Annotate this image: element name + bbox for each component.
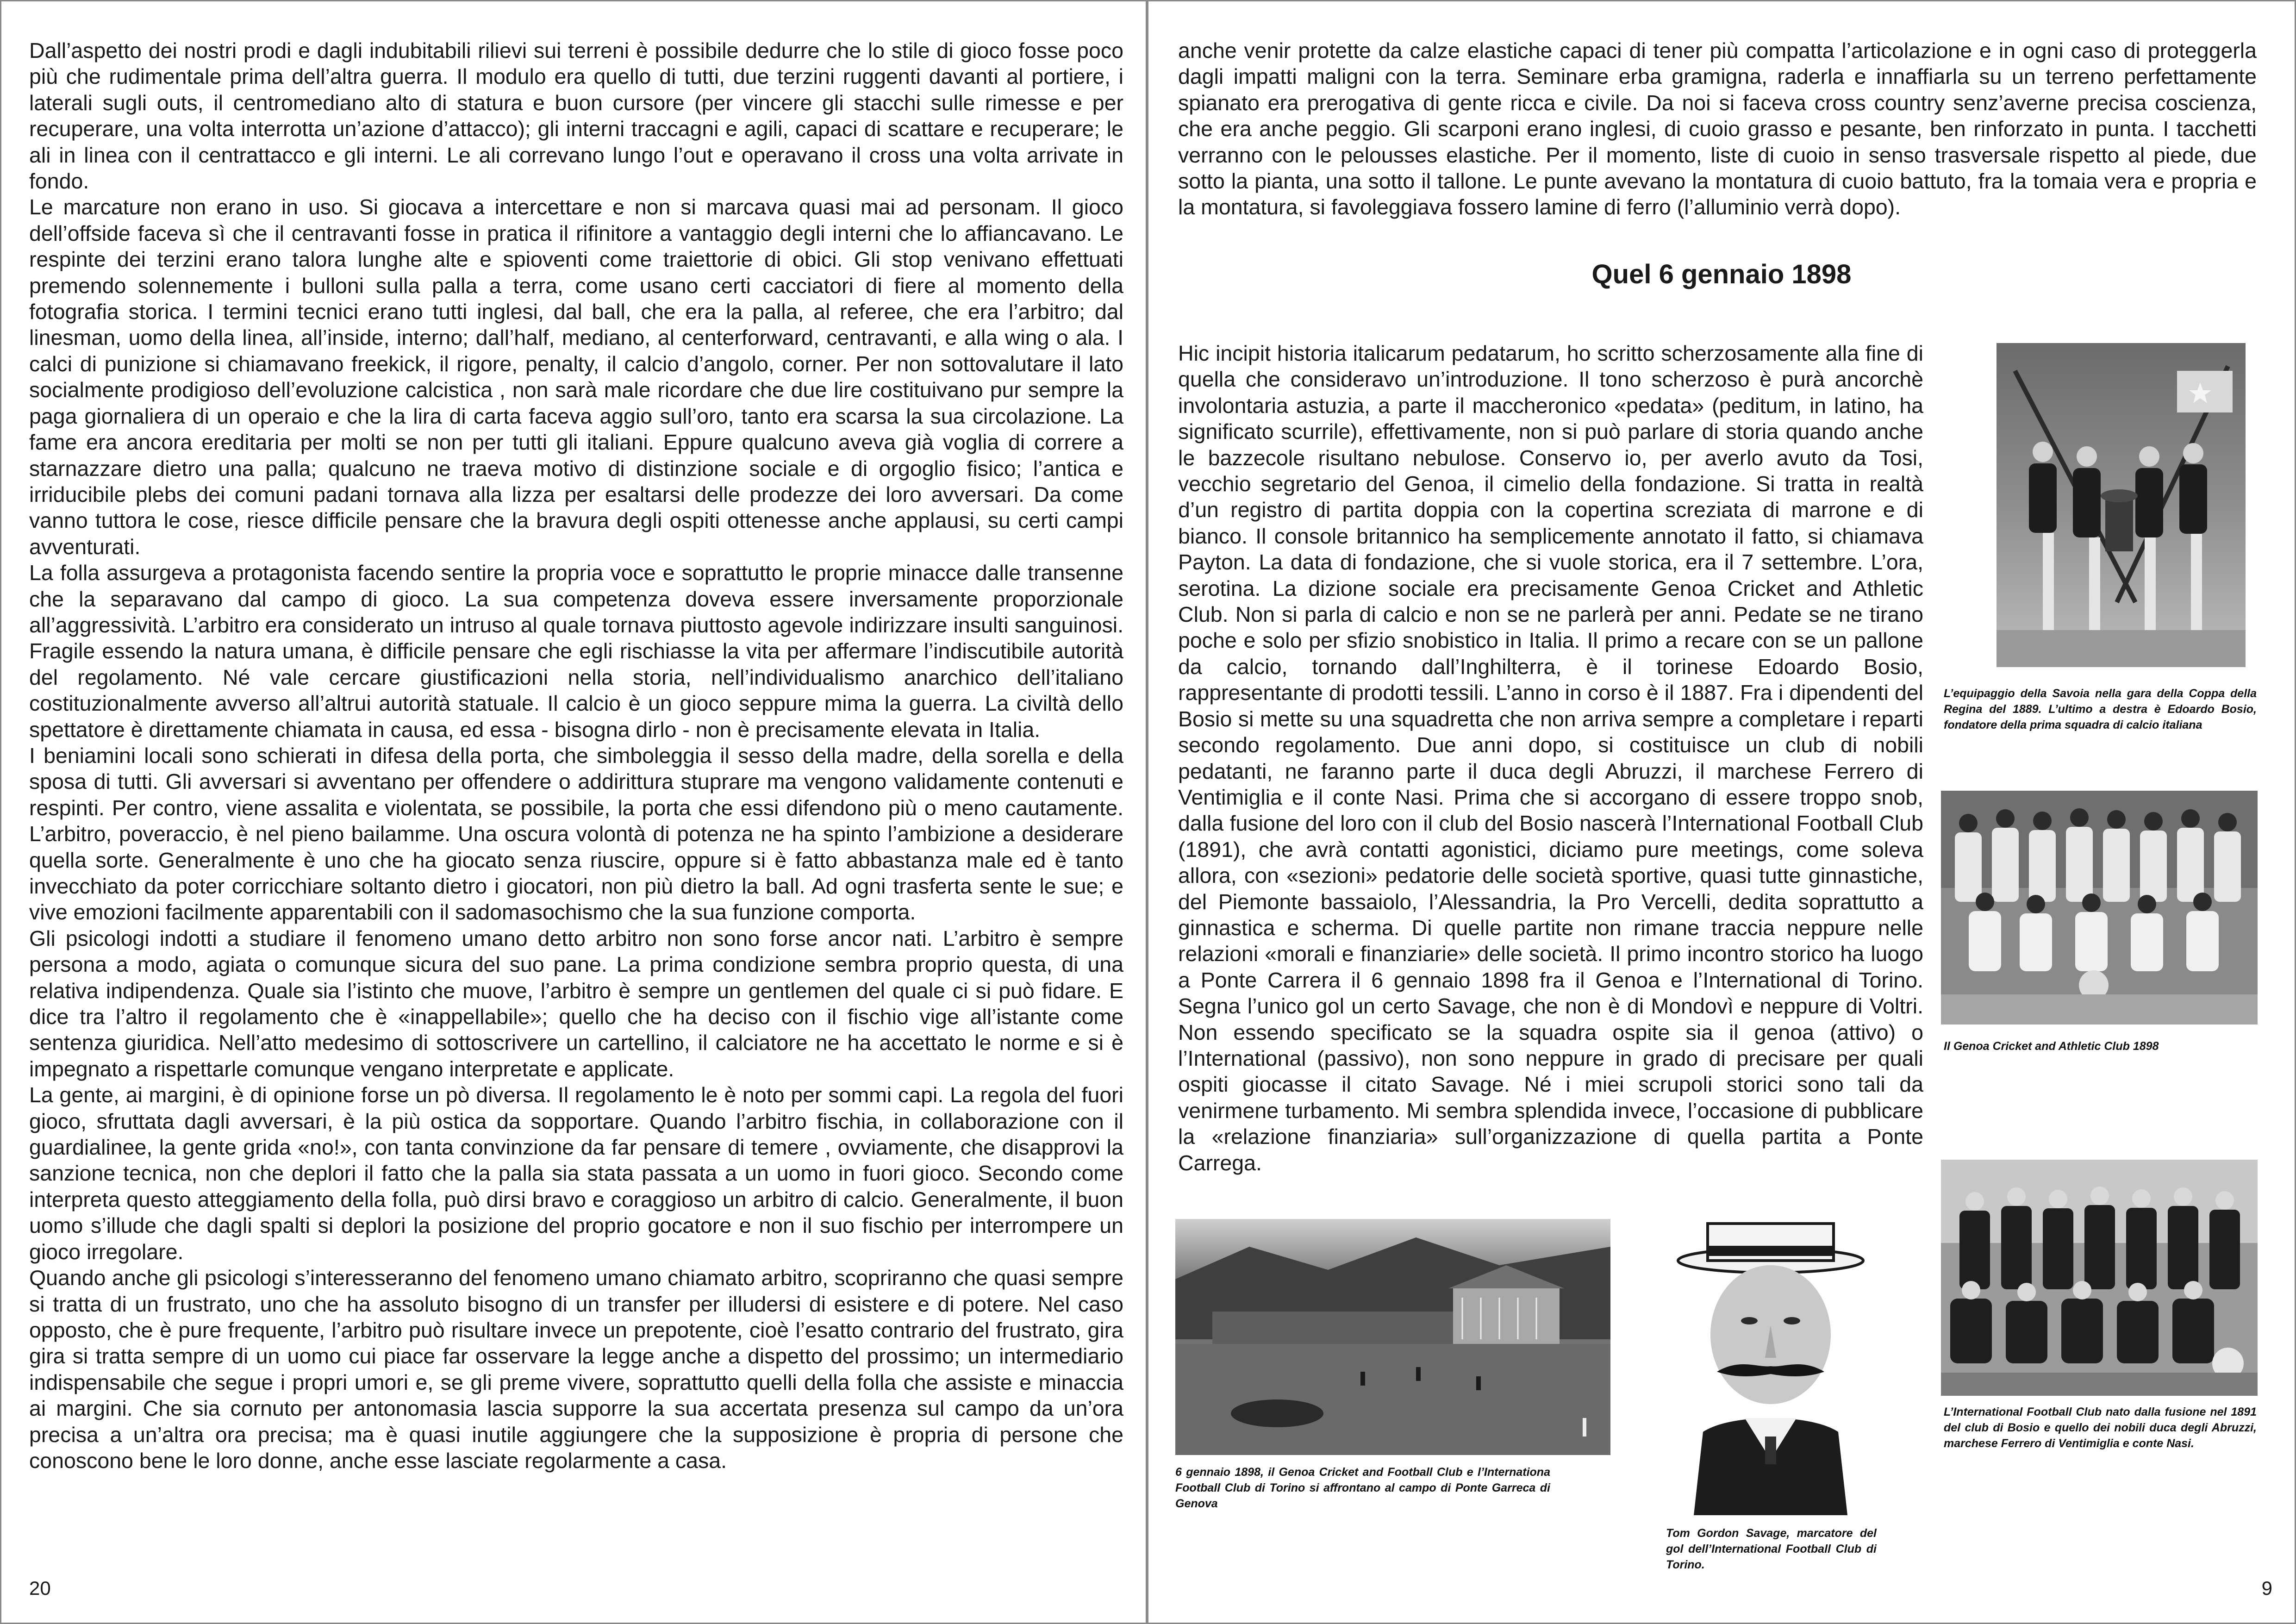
genoa-team-caption: Il Genoa Cricket and Athletic Club 1898 [1944,1040,2159,1053]
paragraph: La folla assurgeva a protagonista facendo sentire la propria voce e soprattutto le proprie minacce dalle transenne che la separavano dal campo di gioco. La sua competenza doveva essere inversamente proporzionale all’aggressività. L’arbitro era considerato un intruso al quale tornava piuttosto agevole indirizzare insulti sanguinosi. Fragile essendo la natura umana, è difficile pensare che egli rischiasse la vita per affermare l’indiscutibile autorità del regolamento. Né vale cercare giustificazioni nella storia, nell’individualismo anarchico dell’italiano costituzionalmente avverso all’altrui autorità statuale. Il calcio è un gioco seppure mima la guerra. La civiltà dello spettatore è direttamente chiamata in causa, ed essa - bisogna dirlo - non è precisamente elevata in Italia. [29,561,1123,742]
right-page-body [1178,340,1923,1176]
rowing-crew-photo [1997,343,2246,667]
left-page [0,0,1147,1624]
paragraph: anche venir protette da calze elastiche capaci di tener più compatta l’articolazione e in ogni caso di proteggerla dagli impatti maligni con la terra. Seminare erba gramigna, raderla e innaffiarla su un terreno perfettamente spianato era prerogativa di gente ricca e civile. Da noi si faceva cross country senz’averne precisa coscienza, che era anche peggio. Gli scarponi erano inglesi, di cuoio grasso e pesante, ben rinforzato in punta. I tacchetti verranno con le pelousses elastiche. Per il momento, liste di cuoio in senso trasversale rispetto al piede, due sotto la pianta, una sotto il tallone. Le punte avevano la montatura di cuoio battuto, fra la tomaia vera e propria e la montatura, si favoleggiava fossero lamine di ferro (l’alluminio verrà dopo). [1178,38,2257,219]
paragraph: La gente, ai margini, è di opinione forse un pò diversa. Il regolamento le è noto per sommi capi. La regola del fuori gioco, sfruttata dagli avversari, è la più ostica da sopportare. Quando l’arbitro fischia, in collaborazione con il guardialinee, la gente grida «no!», con tanta convinzione da far pensare di temere , ovviamente, che disapprovi la sanzione tecnica, non che deplori il fatto che la palla sia stata passata a un uomo in fuori gioco. Secondo come interpreta questo atteggiamento della folla, può dirsi bravo e coraggioso un arbitro di calcio. Generalmente, il buon uomo s’illude che dagli spalti si deplori la posizione del proprio gocatore e non il suo fischio per interrompere un gioco irregolare. [29,1083,1123,1264]
paragraph: Dall’aspetto dei nostri prodi e dagli indubitabili rilievi sui terreni è possibile dedurre che lo stile di gioco fosse poco più che rudimentale prima dell’altra guerra. Il modulo era quello di tutti, due terzini ruggenti davanti al portiere, i laterali sugli outs, il centromediano alto di statura e buon cursore (per vincere gli stacchi sulle rimesse e per recuperare, una volta interrotta un’azione d’attacco); gli interni traccagni e agili, capaci di scattare e recuperare; le ali in linea con il centrattacco e gli interni. Le ali correvano lungo l’out e operavano il cross una volta arrivate in fondo. [29,38,1123,194]
genoa-team-photo [1941,791,2258,1024]
page-number-left: 20 [29,1577,51,1599]
paragraph: Gli psicologi indotti a studiare il fenomeno umano detto arbitro non sono forse ancor nati. L’arbitro è sempre persona a modo, agiata o comunque sicura del suo pane. La prima condizione sembra proprio questa, di una relativa indipendenza. Quale sia l’istinto che muove, l’arbitro è sempre un gentlemen del quale ci si può fidare. E dice tra l’altro il regolamento che è «inappellabile»; quello che ha deciso con il fischio vige all’istante come sentenza giuridica. Nell’atto medesimo di sottoscrivere un cartellino, il calciatore ne ha accettato le norme e si è impegnato a rispettarle comunque vengano interpretate e applicate. [29,926,1123,1081]
page-number-right: 9 [2261,1577,2272,1599]
international-team-photo [1941,1160,2258,1396]
stadium-match-photo [1175,1219,1610,1455]
rowing-crew-caption: L’equipaggio della Savoia nella gara della Coppa della Regina del 1889. L’ultimo a destra è Edoardo Bosio, fondatore della prima squadra di calcio italiana [1944,687,2257,731]
section-title: Quel 6 gennaio 1898 [1591,259,1852,289]
paragraph: Hic incipit historia italicarum pedatarum, ho scritto scherzosamente alla fine di quella che consideravo un’introduzione. Il tono scherzoso è purà ancorchè involontaria astuzia, a parte il maccheronico «pedata» (peditum, in latino, ha significato scurrile), effettivamente, non si può parlare di storia quando anche le bazzecole risultano nebulose. Conservo io, per averlo avuto da Tosi, vecchio segretario del Genoa, il cimelio della fondazione. Si tratta in realtà d’un registro di partita doppia con la copertina screziata di marrone e di bianco. Il console britannico ha semplicemente annotato il fatto, si chiamava Payton. La data di fondazione, che si vuole storica, era il 7 settembre. L’ora, serotina. La dizione sociale era precisamente Genoa Cricket and Athletic Club. Non si parla di calcio e non se ne parlerà per anni. Pedate se ne tirano poche e solo per sfizio snobistico in Italia. Il primo a recare con se un pallone da calcio, tornando dall’Inghilterra, è il torinese Edoardo Bosio, rappresentante di prodotti tessili. L’anno in corso è il 1887. Fra i dipendenti del Bosio si mette su una squadretta che non arriva sempre a completare i reparti secondo regolamento. Due anni dopo, si costituisce un club di nobili pedatanti, ne faranno parte il duca degli Abruzzi, il marchese Ferrero di Ventimiglia e il conte Nasi. Prima che si accorgano di essere troppo snob, dalla fusione del loro con il club del Bosio nascerà l’International Football Club (1891), che avrà contatti agonistici, diciamo pure meetings, come solevа allora, con «sezioni» pedatorie delle società sportive, quasi tutte ginnastiche, del Piemonte bassaiolo, l’Alessandria, la Pro Vercelli, dedita soprattutto a ginnastica e scherma. Di quelle partite non rimane traccia neppure nelle relazioni «morali e finanziarie» delle società. Il primo incontro storico ha luogo a Ponte Carrera il 6 gennaio 1898 fra il Genoa e l’International di Torino. Segna l’unico gol un certo Savage, che non è di Mondovì e neppure di Voltri. Non essendo specificato se la squadra ospite sia il genoa (attivo) o l’International (passivo), non sono neppure in grado di precisare per quali ospiti giocasse il citato Savage. Né i miei scrupoli storici sono tali da venirmene turbamento. Mi sembra splendida invece, l’occasione di pubblicare la «relazione finanziaria» sull’organizzazione di quella partita a Ponte Carrega. [1178,341,1923,1175]
paragraph: Le marcature non erano in uso. Si giocava a intercettare e non si marcava quasi mai ad personam. Il gioco dell’offside faceva sì che il centravanti fosse in pratica il rifinitore a vantaggio degli interni che lo affiancavano. Le respinte dei terzini erano talora lunghe alte e spioventi come traiettorie di obici. Gli stop venivano effettuati premendo solennemente i bulloni sulla palla a terra, come usano certi cacciatori di fiere al momento della fotografia storica. I termini tecnici erano tutti inglesi, dal ball, che era la palla, al referee, che era l’arbitro; dal linesman, uomo della linea, all’inside, interno; dall’half, mediano, al centerforward, centravanti, e alla wing o ala. I calci di punizione si chiamavano freekick, il rigore, penalty, il calcio d’angolo, corner. Per non sottovalutare il lato socialmente prodigioso dell’evoluzione calcistica , non sarà male ricordare che due lire costituivano pur sempre la paga giornaliera di un operaio e che la lira di carta faceva aggio sull’oro, tanto era scarsa la sua circolazione. La fame era ancora ereditaria per molti se non per tutti gli italiani. Eppure qualcuno aveva già voglia di correre a starnazzare dietro una palla; qualcuno ne traeva motivo di distinzione sociale e di orgoglio fisico; l’antica e irriducibile plebs dei comuni padani tornava alla lizza per esaltarsi delle prodezze dei loro avversari. Da come vanno tuttora le cose, riesce difficile pensare che la bravura degli ospiti ottenesse anche applausi, su certi campi avventurati. [29,195,1123,559]
left-page-text [29,37,1123,1474]
right-page-intro [1178,37,2257,220]
savage-portrait-caption: Tom Gordon Savage, marcatore del gol dell’International Football Club di Torino. [1666,1527,1877,1571]
stadium-match-caption: 6 gennaio 1898, il Genoa Cricket and Football Club e l’Internationa Football Club di Torino si affrontano al campo di Ponte Garreca di Genova [1175,1466,1550,1510]
savage-portrait-photo [1666,1219,1875,1515]
international-team-caption: L’International Football Club nato dalla fusione nel 1891 del club di Bosio e quello dei nobili duca degli Abruzzi, marchese Ferrero di Ventimiglia e conte Nasi. [1944,1405,2257,1450]
paragraph: I beniamini locali sono schierati in difesa della porta, che simboleggia il sesso della madre, della sorella e della sposa di tutti. Gli avversari si avventano per offendere o addirittura stuprare ma vengono validamente contenuti e respinti. Per contro, viene assalita e violentata, se possibile, la porta che essi difendono più o meno cautamente. L’arbitro, poveraccio, è nel pieno bailamme. Una oscura volontà di potenza ne ha spinto l’ambizione a desiderare quella sorte. Generalmente è uno che ha giocato senza riuscire, oppure si è fatto abbastanza male ed è tanto invecchiato da poter corricchiare soltanto dietro i giocatori, non più dietro la ball. Ad ogni trasferta sente le sue; e vive emozioni facilmente apparentabili con il sadomasochismo che la sua funzione comporta. [29,743,1123,924]
paragraph: Quando anche gli psicologi s’interesseranno del fenomeno umano chiamato arbitro, scopriranno che quasi sempre si tratta di un frustrato, uno che ha assoluto bisogno di un transfer per illudersi di esistere e di potere. Nel caso opposto, che è pure frequente, l’arbitro può risultare invece un prepotente, cioè l’esatto contrario del frustrato, gira gira si tratta sempre di un uomo cui piace far osservare la legge anche a dispetto del prossimo; un intermediario indispensabile che segue i propri umori e, se gli preme vivere, soprattutto quelli della folla che assiste e minaccia ai margini. Che sia cornuto per antonomasia lascia supporre la sua accertata presenza sul campo da un’ora precisa a un’altra ora precisa; ma è quasi inutile aggiungere che la supposizione è propria di persone che conoscono bene le loro donne, anche esse lasciate regolarmente a casa. [29,1266,1123,1473]
right-page [1147,0,2296,1624]
